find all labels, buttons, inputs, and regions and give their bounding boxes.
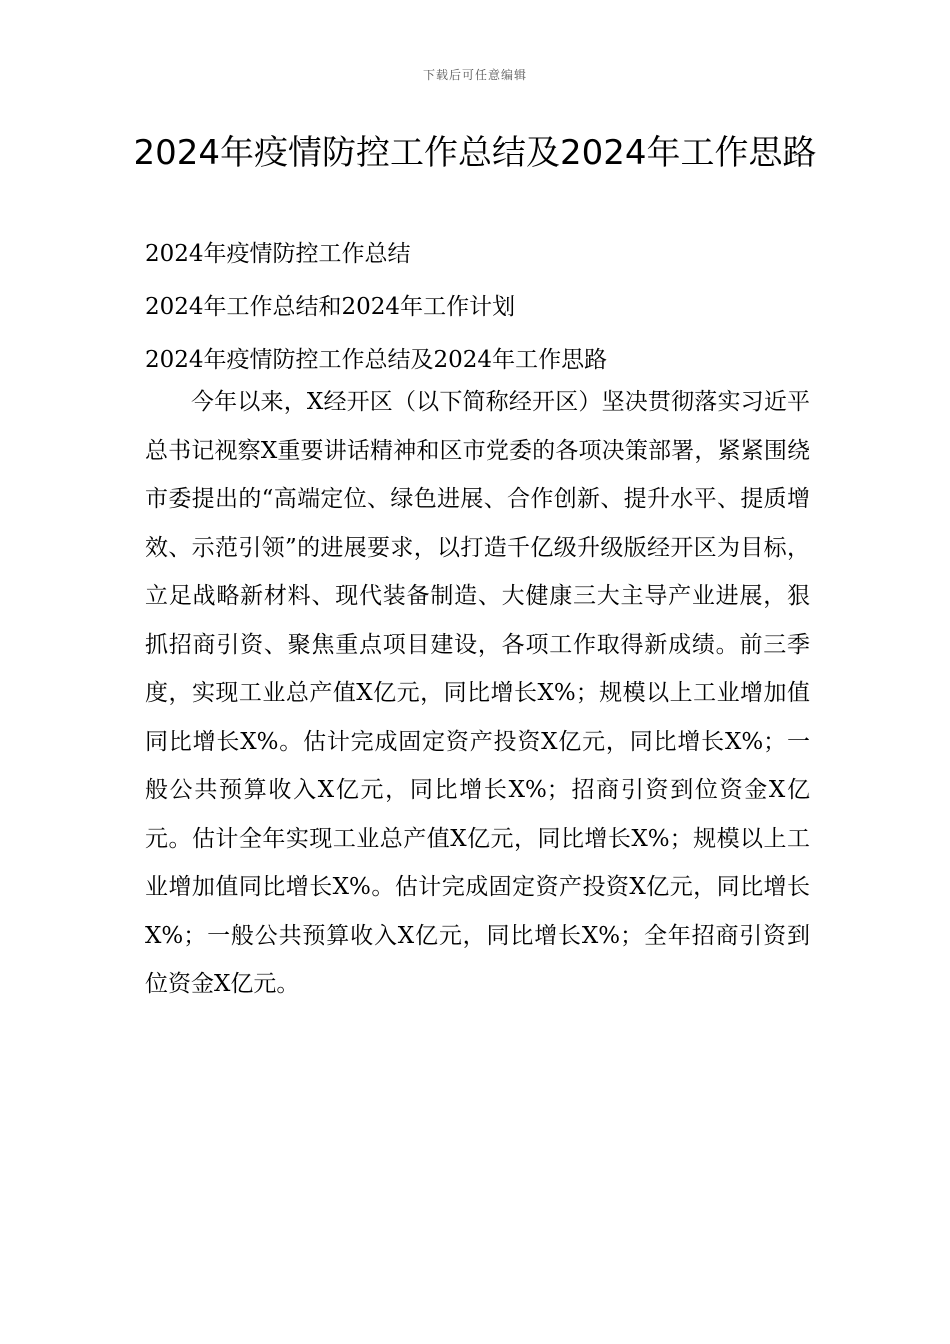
subtitle-line: 2024年工作总结和2024年工作计划 xyxy=(145,294,516,320)
header-note: 下载后可任意编辑 xyxy=(422,68,527,82)
document-title: 2024年疫情防控工作总结及2024年工作思路 xyxy=(133,133,817,173)
subtitle-line: 2024年疫情防控工作总结及2024年工作思路 xyxy=(145,347,608,373)
subtitle-line: 2024年疫情防控工作总结 xyxy=(145,241,411,267)
subtitle-list xyxy=(145,228,825,387)
body-paragraph: 今年以来，X经开区（以下简称经开区）坚决贯彻落实习近平总书记视察X重要讲话精神和区市党委的各项决策部署，紧紧围绕市委提出的“高端定位、绿色进展、合作创新、提升水平、提质增效、示范引领”的进展要求，以打造千亿级升级版经开区为目标，立足战略新材料、现代装备制造、大健康三大主导产业进展，狠抓招商引资、聚焦重点项目建设，各项工作取得新成绩。前三季度，实现工业总产值X亿元，同比增长X%；规模以上工业增加值同比增长X%。估计完成固定资产投资X亿元，同比增长X%；一般公共预算收入X亿元，同比增长X%；招商引资到位资金X亿元。估计全年实现工业总产值X亿元，同比增长X%；规模以上工业增加值同比增长X%。估计完成固定资产投资X亿元，同比增长X%；一般公共预算收入X亿元，同比增长X%；全年招商引资到位资金X亿元。 xyxy=(145,389,810,997)
